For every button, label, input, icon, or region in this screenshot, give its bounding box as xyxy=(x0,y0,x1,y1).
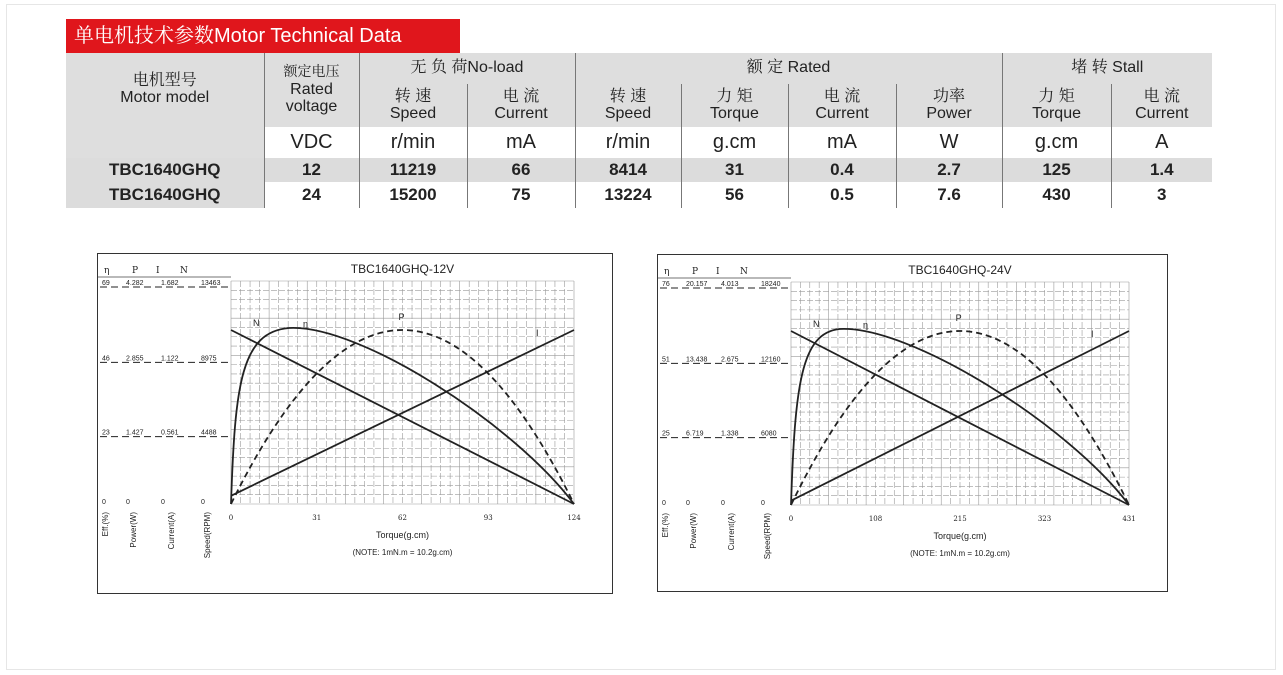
speed-curve-label: N xyxy=(253,318,260,328)
unit-cell: r/min xyxy=(575,127,681,158)
subheader: 电 流 Current xyxy=(1111,84,1212,127)
unit-cell: mA xyxy=(788,127,896,158)
y-tick-label: 1.427 xyxy=(126,429,144,437)
y-tick-label: 4488 xyxy=(201,429,217,437)
axis-label: Power(W) xyxy=(689,513,698,549)
stall-group-header: 堵 转 Stall xyxy=(1002,53,1212,84)
y-tick-label: 12160 xyxy=(761,356,781,364)
left-header-label: η xyxy=(664,267,670,277)
unit-cell: g.cm xyxy=(1002,127,1111,158)
table-row xyxy=(66,182,1212,208)
x-tick-label: 323 xyxy=(1037,515,1052,523)
cell: 125 xyxy=(1002,158,1111,182)
chart-note: (NOTE: 1mN.m = 10.2g.cm) xyxy=(352,548,453,557)
chart-svg xyxy=(658,255,1167,591)
unit-cell: W xyxy=(896,127,1002,158)
units-row xyxy=(66,127,1212,158)
x-tick-label: 0 xyxy=(788,515,794,523)
x-tick-label: 31 xyxy=(312,514,322,522)
unit-cell: g.cm xyxy=(681,127,788,158)
subheader: 电 流 Current xyxy=(788,84,896,127)
y-tick-label: 1.338 xyxy=(721,430,739,438)
axis-label: Speed(RPM) xyxy=(203,512,212,559)
current-curve-label: I xyxy=(1091,329,1094,339)
cell: 0.5 xyxy=(788,182,896,208)
y-tick-label: 0 xyxy=(761,500,765,507)
left-header-label: P xyxy=(132,266,139,276)
chart-title: TBC1640GHQ-24V xyxy=(908,263,1012,277)
cell-model: TBC1640GHQ xyxy=(66,158,264,182)
y-tick-label: 8975 xyxy=(201,355,217,363)
cell: 75 xyxy=(467,182,575,208)
unit-cell: A xyxy=(1111,127,1212,158)
cell: 430 xyxy=(1002,182,1111,208)
y-tick-label: 1.122 xyxy=(161,355,179,363)
x-axis-title: Torque(g.cm) xyxy=(933,531,987,541)
cell: 1.4 xyxy=(1111,158,1212,182)
cell: 11219 xyxy=(359,158,467,182)
y-tick-label: 25 xyxy=(662,430,670,438)
y-tick-label: 0 xyxy=(686,500,690,507)
cell: 7.6 xyxy=(896,182,1002,208)
left-header-label: I xyxy=(156,266,160,276)
cell: 13224 xyxy=(575,182,681,208)
current-curve-label: I xyxy=(536,328,539,338)
left-header-label: η xyxy=(104,266,110,276)
y-tick-label: 6080 xyxy=(761,430,777,438)
axis-label: Eff.(%) xyxy=(661,513,670,538)
cell: 15200 xyxy=(359,182,467,208)
y-tick-label: 0 xyxy=(201,499,205,506)
x-tick-label: 62 xyxy=(398,514,407,522)
chart-note: (NOTE: 1mN.m = 10.2g.cm) xyxy=(910,549,1010,558)
y-tick-label: 6.719 xyxy=(686,430,704,438)
x-tick-label: 431 xyxy=(1122,515,1136,523)
units-blank xyxy=(66,127,264,158)
y-tick-label: 69 xyxy=(102,280,110,287)
y-tick-label: 13463 xyxy=(201,280,221,287)
eff-curve-label: η xyxy=(303,319,309,329)
y-tick-label: 51 xyxy=(662,356,670,364)
unit-cell: r/min xyxy=(359,127,467,158)
subheader: 转 速 Speed xyxy=(359,84,467,127)
cell: 66 xyxy=(467,158,575,182)
axis-label: Current(A) xyxy=(167,512,176,550)
y-tick-label: 46 xyxy=(102,355,110,363)
y-tick-label: 18240 xyxy=(761,281,781,288)
chart-24v xyxy=(657,254,1168,592)
section-title: 单电机技术参数Motor Technical Data xyxy=(66,19,460,53)
x-tick-label: 124 xyxy=(567,514,581,522)
eff-curve-label: η xyxy=(863,320,869,330)
left-header-label: N xyxy=(740,267,748,277)
subheader: 转 速 Speed xyxy=(575,84,681,127)
rated-group-header: 额 定 Rated xyxy=(575,53,1002,84)
axis-label: Current(A) xyxy=(727,513,736,551)
subheader: 电 流 Current xyxy=(467,84,575,127)
cell: 31 xyxy=(681,158,788,182)
y-tick-label: 4.282 xyxy=(126,280,144,287)
y-tick-label: 0 xyxy=(662,500,666,507)
speed-curve-label: N xyxy=(813,319,820,329)
subheader: 力 矩 Torque xyxy=(1002,84,1111,127)
subheader: 力 矩 Torque xyxy=(681,84,788,127)
subheader: 功率 Power xyxy=(896,84,1002,127)
x-axis-title: Torque(g.cm) xyxy=(375,530,430,540)
cell: 24 xyxy=(264,182,359,208)
noload-group-header: 无 负 荷No-load xyxy=(359,53,575,84)
unit-cell: VDC xyxy=(264,127,359,158)
power-curve-label: P xyxy=(955,313,962,323)
y-tick-label: 2.675 xyxy=(721,356,739,364)
y-tick-label: 0 xyxy=(102,499,106,506)
chart-12v xyxy=(97,253,613,594)
y-tick-label: 23 xyxy=(102,429,110,437)
y-tick-label: 13.438 xyxy=(686,356,708,364)
axis-label: Eff.(%) xyxy=(101,512,110,537)
y-tick-label: 0 xyxy=(161,499,165,506)
x-tick-label: 93 xyxy=(483,514,493,522)
cell: 0.4 xyxy=(788,158,896,182)
power-curve-label: P xyxy=(398,312,405,322)
left-header-label: N xyxy=(180,266,188,276)
y-tick-label: 20.157 xyxy=(686,281,708,288)
chart-title: TBC1640GHQ-12V xyxy=(350,262,455,276)
x-tick-label: 0 xyxy=(228,514,234,522)
x-tick-label: 215 xyxy=(953,515,967,523)
axis-label: Power(W) xyxy=(129,512,138,548)
voltage-header: 额定电压 Rated voltage xyxy=(264,53,359,127)
cell: 56 xyxy=(681,182,788,208)
cell: 8414 xyxy=(575,158,681,182)
y-tick-label: 0.561 xyxy=(161,429,179,437)
axis-label: Speed(RPM) xyxy=(763,513,772,560)
chart-svg xyxy=(98,254,612,593)
left-header-label: P xyxy=(692,267,699,277)
y-tick-label: 1.682 xyxy=(161,280,179,287)
y-tick-label: 0 xyxy=(721,500,725,507)
cell: 12 xyxy=(264,158,359,182)
y-tick-label: 0 xyxy=(126,499,130,506)
spec-table xyxy=(66,53,1212,208)
y-tick-label: 76 xyxy=(662,281,670,288)
unit-cell: mA xyxy=(467,127,575,158)
cell-model: TBC1640GHQ xyxy=(66,182,264,208)
model-header: 电机型号 Motor model xyxy=(66,53,264,127)
y-tick-label: 2.855 xyxy=(126,355,144,363)
x-tick-label: 108 xyxy=(868,515,883,523)
cell: 2.7 xyxy=(896,158,1002,182)
left-header-label: I xyxy=(716,267,720,277)
table-row xyxy=(66,158,1212,182)
cell: 3 xyxy=(1111,182,1212,208)
y-tick-label: 4.013 xyxy=(721,281,739,288)
